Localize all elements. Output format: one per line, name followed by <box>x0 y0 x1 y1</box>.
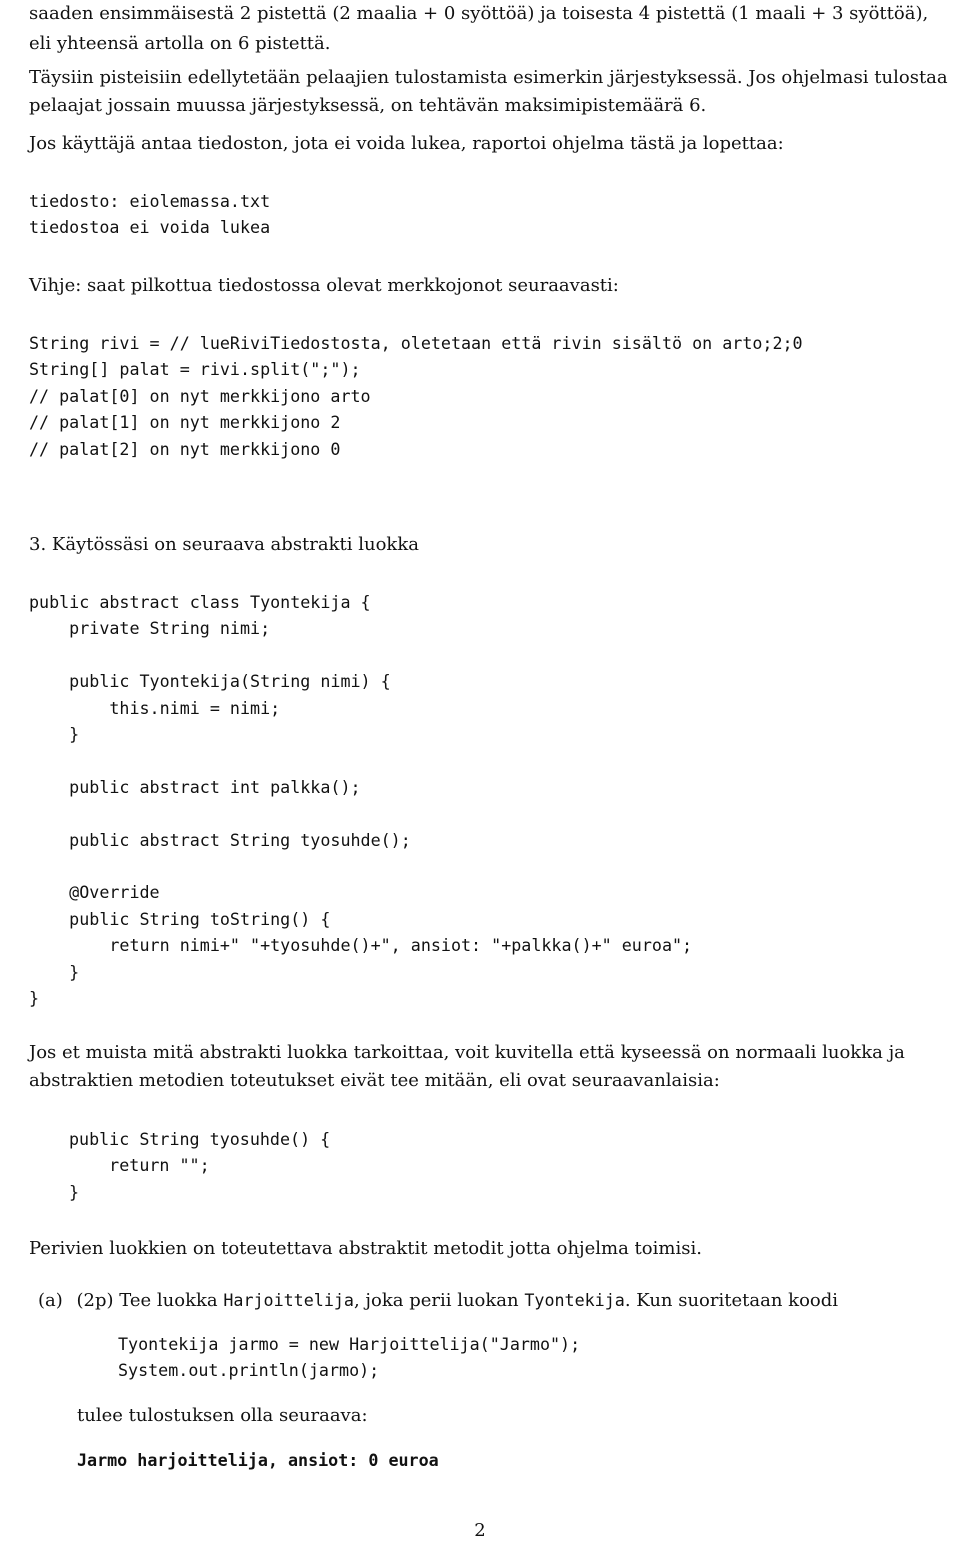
page-number: 2 <box>474 1520 486 1541</box>
example-method-code: public String tyosuhde() { return ""; } <box>69 1129 331 1202</box>
part-a-task <box>38 1286 838 1315</box>
part-a-end-text: . Kun suoritetaan koodi <box>624 1290 839 1311</box>
intro-line-4: pelaajat jossain muussa järjestyksessä, on tehtävän maksimipistemäärä 6. <box>29 95 707 116</box>
intro-line-5: Jos käyttäjä antaa tiedoston, jota ei voida lukea, raportoi ohjelma tästä ja lopettaa: <box>29 133 784 154</box>
explanation-line-2: abstraktien metodien toteutukset eivät tee mitään, eli ovat seuraavanlaisia: <box>29 1070 720 1091</box>
perivien-text: Perivien luokkien on toteutettava abstraktit metodit jotta ohjelma toimisi. <box>29 1238 702 1259</box>
hint-text: Vihje: saat pilkottua tiedostossa olevat merkkojonot seuraavasti: <box>29 275 619 296</box>
part-a-label: (a) <box>38 1290 63 1311</box>
expected-output: Jarmo harjoittelija, ansiot: 0 euroa <box>77 1450 439 1470</box>
intro-line-3: Täysiin pisteisiin edellytetään pelaajien tulostamista esimerkin järjestyksessä. Jos ohjelmasi tulostaa <box>29 67 948 88</box>
intro-line-1: saaden ensimmäisestä 2 pistettä (2 maalia + 0 syöttöä) ja toisesta 4 pistettä (1 maali + 3 syöttöä), <box>29 3 929 24</box>
class-name-harjoittelija: Harjoittelija <box>223 1290 354 1310</box>
output-label: tulee tulostuksen olla seuraava: <box>77 1405 368 1426</box>
part-a-mid-text: , joka perii luokan <box>353 1290 519 1311</box>
explanation-line-1: Jos et muista mitä abstrakti luokka tarkoittaa, voit kuvitella että kyseessä on normaali luokka ja <box>29 1042 905 1063</box>
part-a-code: Tyontekija jarmo = new Harjoittelija("Jarmo"); System.out.println(jarmo); <box>118 1334 581 1381</box>
class-name-tyontekija: Tyontekija <box>524 1290 625 1310</box>
abstract-class-code: public abstract class Tyontekija { private String nimi; public Tyontekija(String nimi) { this.nimi = nimi; } public abstract int palkka(); public abstract String tyosuhde(); @Override public String toString() { return nimi+" "+tyosuhde()+", ansiot: "+palkka()+" euroa"; } } <box>29 592 693 1009</box>
error-example-code: tiedosto: eiolemassa.txt tiedostoa ei voida lukea <box>29 191 271 238</box>
hint-code-block: String rivi = // lueRiviTiedostosta, oletetaan että rivin sisältö on arto;2;0 String[] palat = rivi.split(";"); // palat[0] on nyt merkkijono arto // palat[1] on nyt merkkijono 2 // palat[2] on nyt merkkijono 0 <box>29 333 803 459</box>
task-3-heading: 3. Käytössäsi on seuraava abstrakti luokka <box>29 534 419 555</box>
intro-line-2: eli yhteensä artolla on 6 pistettä. <box>29 33 331 54</box>
part-a-points-text: (2p) Tee luokka <box>76 1290 218 1311</box>
